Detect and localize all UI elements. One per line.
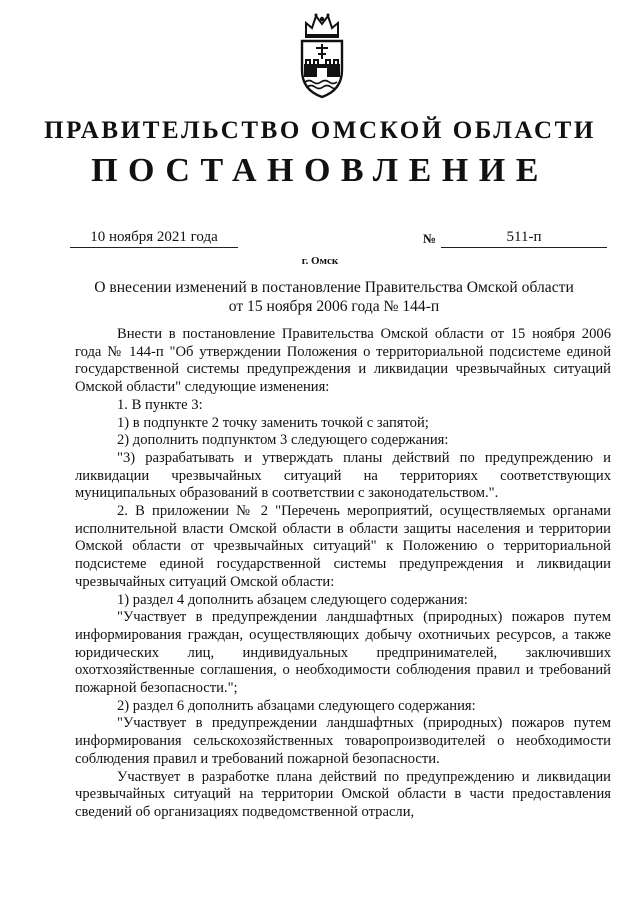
paragraph: 2) дополнить подпунктом 3 следующего содержания: bbox=[117, 432, 449, 449]
paragraph: "Участвует в предупреждении ландшафтных (природных) пожаров путем информирования граждан, осуществляющих добычу охотничьих ресурсов, а также юридических лиц, индивидуальных предпринимателей, заключивших охотхозяйственные соглашения, о необходимости соблюдения правил и требований пожарной безопасности."; bbox=[75, 609, 611, 697]
document-type-title: ПОСТАНОВЛЕНИЕ bbox=[91, 152, 549, 189]
subject-line: от 15 ноября 2006 года № 144-п bbox=[228, 297, 440, 315]
document-body bbox=[75, 326, 611, 822]
subject-line: О внесении изменений в постановление Правительства Омской области bbox=[94, 279, 574, 296]
paragraph: "Участвует в предупреждении ландшафтных (природных) пожаров путем информирования сельскохозяйственных товаропроизводителей о необходимости соблюдения правил и требований пожарной безопасности. bbox=[75, 715, 611, 767]
omsk-coat-of-arms-emblem bbox=[294, 8, 350, 100]
paragraph: 2) раздел 6 дополнить абзацами следующего содержания: bbox=[117, 697, 476, 714]
document-date: 10 ноября 2021 года bbox=[70, 228, 238, 248]
paragraph: 2. В приложении № 2 "Перечень мероприятий, осуществляемых органами исполнительной власти Омской области в области защиты населения и территории Омской области от чрезвычайных ситуаций" к Положению о территориальной подсистеме единой государственной системы предупреждения и ликвидации чрезвычайных ситуаций Омской области: bbox=[75, 503, 611, 590]
document-number-label: № bbox=[423, 231, 437, 246]
organization-title: ПРАВИТЕЛЬСТВО ОМСКОЙ ОБЛАСТИ bbox=[44, 117, 596, 144]
paragraph: 1) в подпункте 2 точку заменить точкой с запятой; bbox=[117, 414, 429, 431]
document-city: г. Омск bbox=[301, 255, 339, 267]
paragraph: Внести в постановление Правительства Омской области от 15 ноября 2006 года № 144-п "Об утверждении Положения о территориальной подсистеме единой государственной системы предупреждения и ликвидации чрезвычайных ситуаций Омской области" следующие изменения: bbox=[75, 326, 611, 396]
paragraph: 1. В пункте 3: bbox=[117, 396, 203, 413]
paragraph: 1) раздел 4 дополнить абзацем следующего содержания: bbox=[117, 591, 468, 608]
paragraph: Участвует в разработке плана действий по предупреждению и ликвидации чрезвычайных ситуаций на территории Омской области в части предоставления сведений об организациях подведомственной отрасли, bbox=[75, 768, 611, 820]
document-subject bbox=[84, 279, 584, 316]
document-number: 511-п bbox=[441, 228, 607, 248]
paragraph: "3) разрабатывать и утверждать планы действий по предупреждению и ликвидации чрезвычайных ситуаций на территориях соответствующих муниципальных образований в соответствии с законодательством.". bbox=[75, 449, 611, 502]
